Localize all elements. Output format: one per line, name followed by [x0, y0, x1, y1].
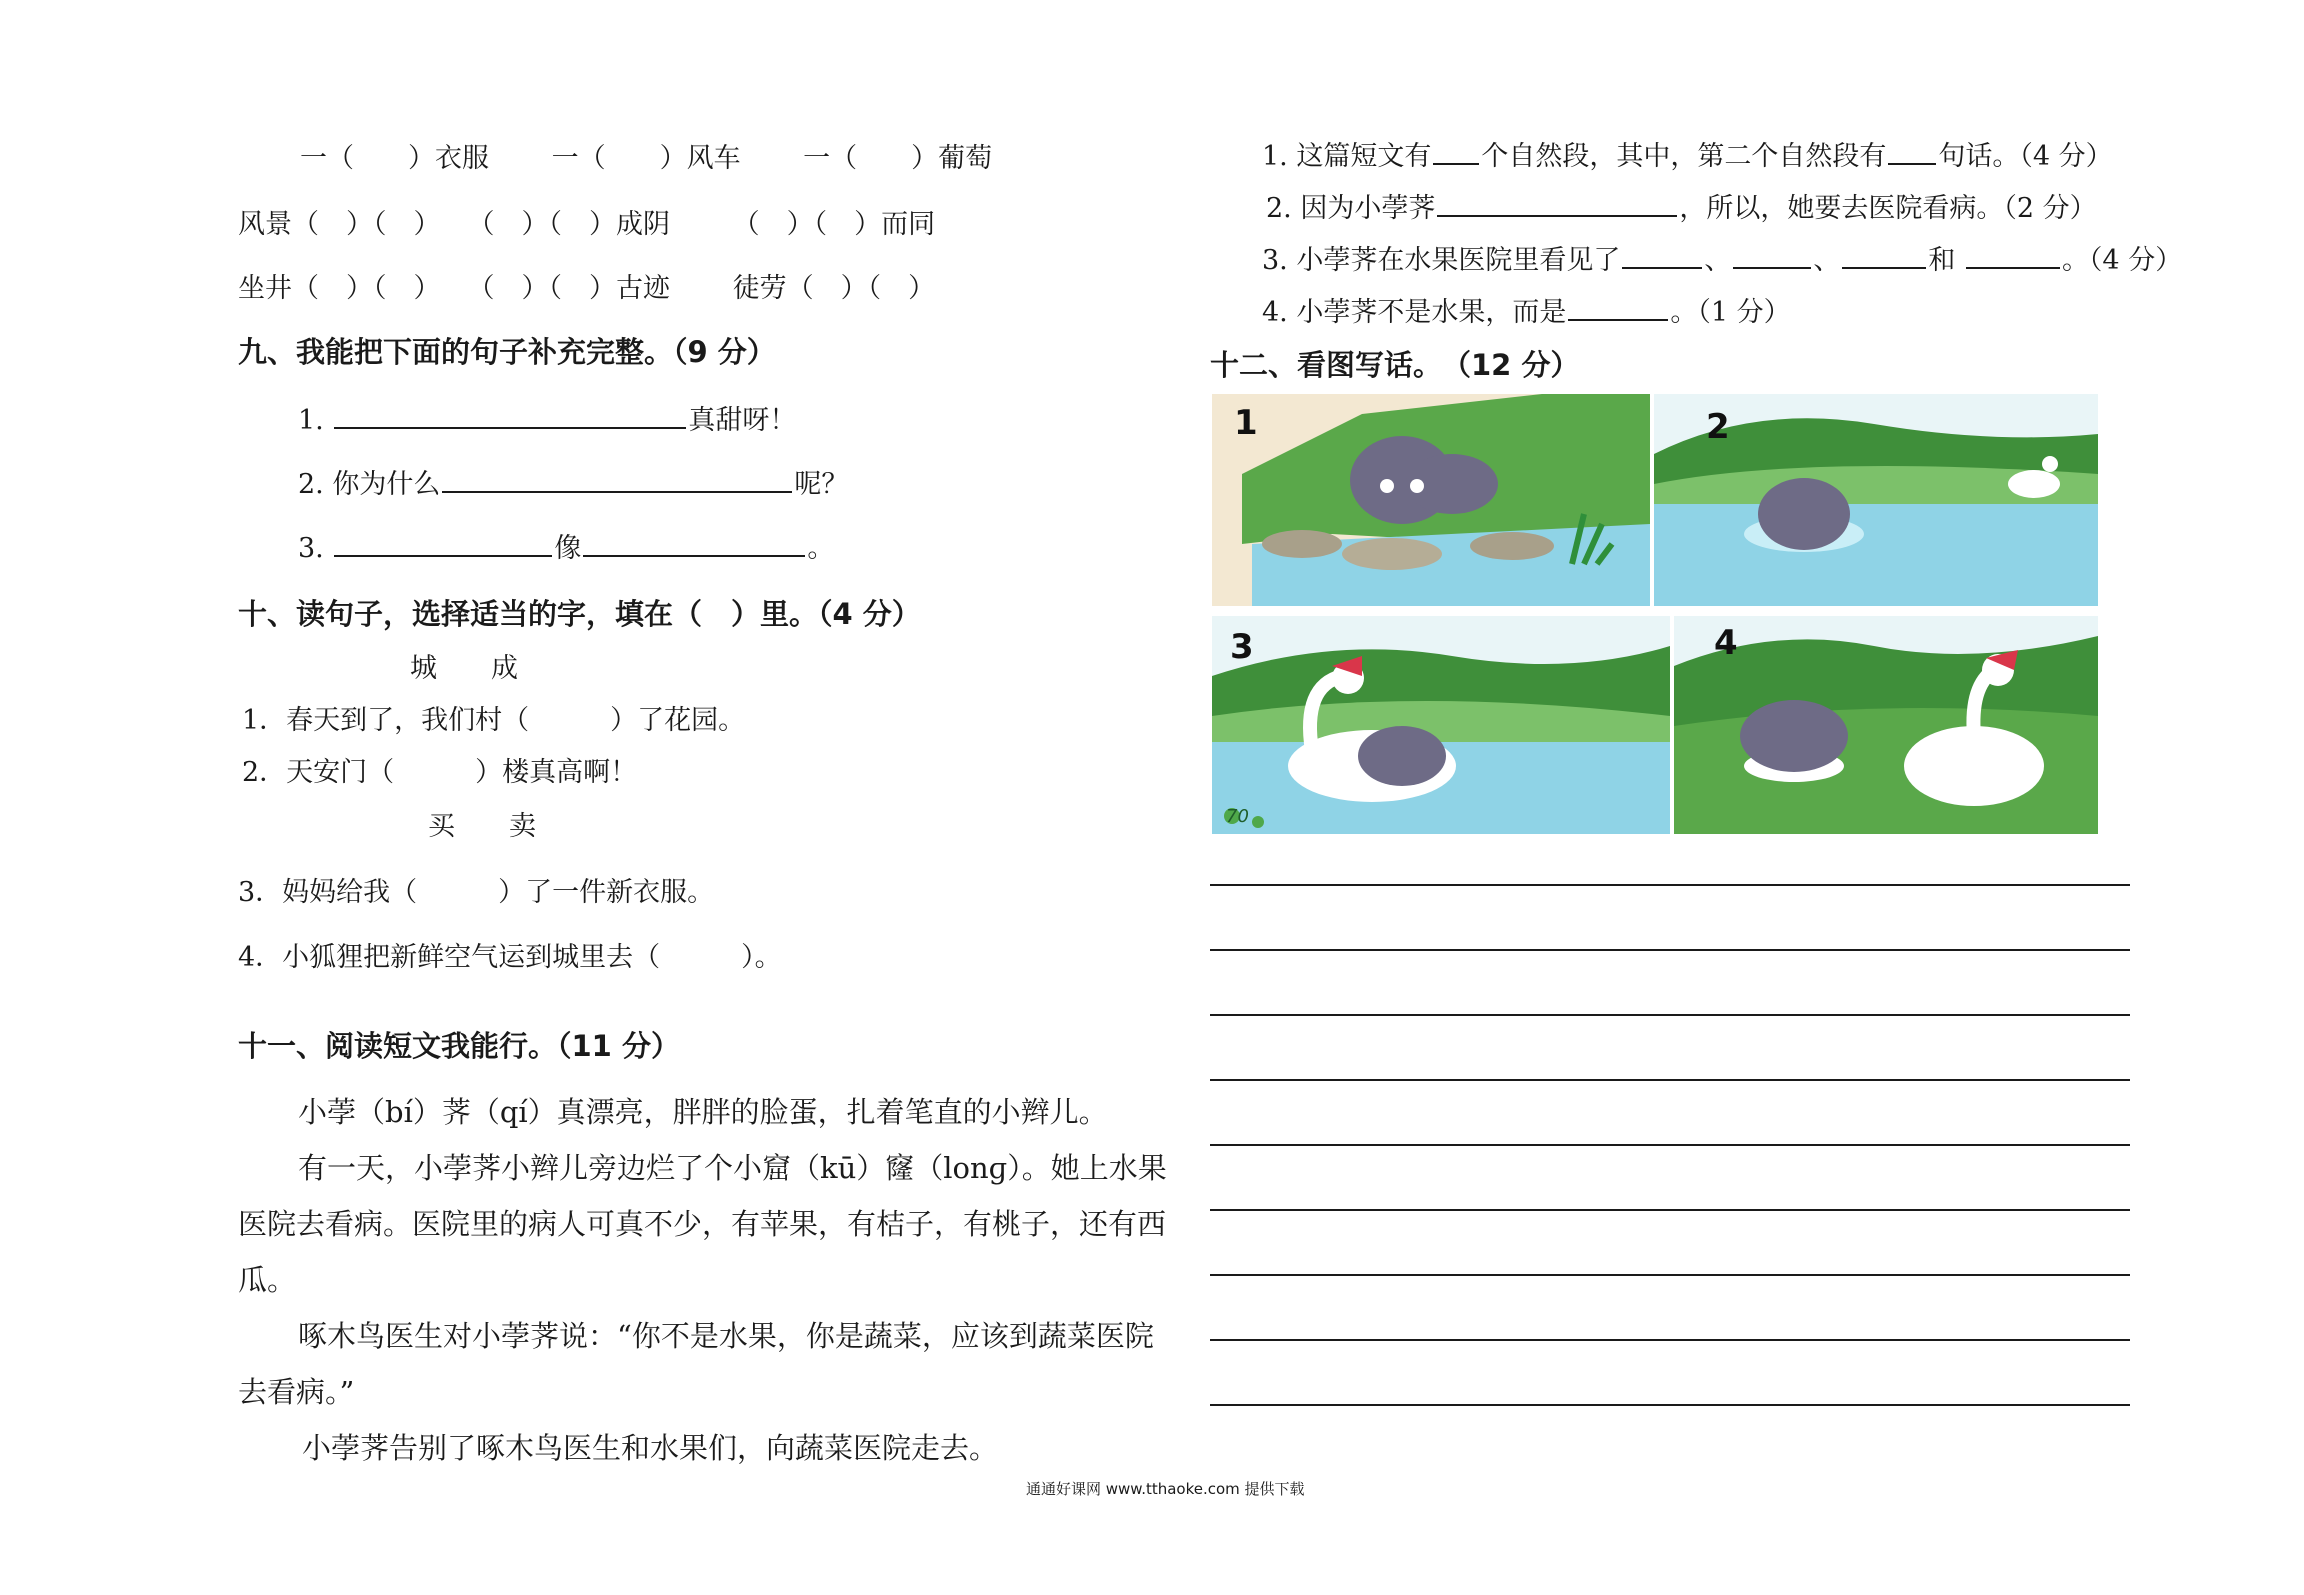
- q3-blank-2[interactable]: [1733, 241, 1811, 269]
- s10-choice-2: 买 卖: [428, 811, 536, 842]
- s9-item-2-after: 呢？: [794, 469, 849, 500]
- s9-item-3-after: 。: [807, 533, 835, 564]
- s9-item-3: [298, 526, 834, 565]
- q3-a: 3. 小荸荠在水果医院里看见了: [1262, 245, 1621, 276]
- q2-blank[interactable]: [1437, 189, 1677, 217]
- s10-item-2: 2．天安门（ ）楼真高啊！: [242, 757, 638, 788]
- question-3: [1262, 238, 2182, 277]
- q4-c: 。（1 分）: [1670, 297, 1791, 328]
- q3-blank-1[interactable]: [1622, 241, 1702, 269]
- s9-item-1-num: 1.: [298, 405, 324, 436]
- q2-b: ，所以，她要去医院看病。（2 分）: [1679, 193, 2097, 224]
- q3-c: 。（4 分）: [2061, 245, 2183, 276]
- writing-line[interactable]: [1210, 1144, 2130, 1146]
- match-row-3: 坐井（ ）（ ） （ ）（ ）古迹 徒劳（ ）（ ）: [238, 273, 936, 304]
- writing-line[interactable]: [1210, 884, 2130, 886]
- s10-item-3: 3．妈妈给我（ ）了一件新衣服。: [238, 877, 715, 908]
- writing-line[interactable]: [1210, 949, 2130, 951]
- story-picture: [1212, 394, 2098, 834]
- s10-item-1: 1．春天到了，我们村（ ）了花园。: [242, 705, 746, 736]
- s10-item-4: 4．小狐狸把新鲜空气运到城里去（ ）。: [238, 942, 782, 973]
- q1-blank-1[interactable]: [1433, 137, 1479, 165]
- q1-c: 句话。（4 分）: [1938, 141, 2113, 172]
- q2-a: 2. 因为小荸荠: [1266, 193, 1436, 224]
- s10-choice-1: 城 成: [410, 653, 518, 684]
- panel-3-art: [1212, 616, 1670, 834]
- writing-line[interactable]: [1210, 1274, 2130, 1276]
- writing-line[interactable]: [1210, 1339, 2130, 1341]
- q4-blank[interactable]: [1568, 293, 1668, 321]
- q1-a: 1. 这篇短文有: [1262, 141, 1432, 172]
- passage-p3: 啄木鸟医生对小荸荠说：“你不是水果，你是蔬菜，应该到蔬菜医院去看病。”: [238, 1319, 1154, 1409]
- panel-4: [1674, 616, 2098, 834]
- passage-p2: 有一天，小荸荠小辫儿旁边烂了个小窟（kū）窿（lonɡ）。她上水果医院去看病。医院里的病人可真不少，有苹果，有桔子，有桃子，还有西瓜。: [238, 1151, 1167, 1297]
- panel-3-number: 3: [1230, 627, 1254, 667]
- panel-4-number: 4: [1714, 623, 1738, 663]
- writing-line[interactable]: [1210, 1014, 2130, 1016]
- question-1: [1262, 134, 2113, 173]
- panel-2: [1654, 394, 2098, 606]
- s9-item-1-blank[interactable]: [334, 401, 686, 429]
- section10-title: 十、读句子，选择适当的字，填在（ ）里。（4 分）: [238, 597, 921, 631]
- q4-a: 4. 小荸荠不是水果，而是: [1262, 297, 1567, 328]
- q1-blank-2[interactable]: [1888, 137, 1936, 165]
- writing-line[interactable]: [1210, 1209, 2130, 1211]
- section11-title: 十一、阅读短文我能行。（11 分）: [238, 1029, 680, 1063]
- panel-1: [1212, 394, 1650, 606]
- panel-3: [1212, 616, 1670, 834]
- s9-item-3-blank-a[interactable]: [334, 529, 552, 557]
- s9-item-2-num: 2.: [298, 469, 324, 500]
- section12-title: 十二、看图写话。 （12 分）: [1210, 348, 1580, 382]
- panel-2-art: [1654, 394, 2098, 606]
- panel-4-art: [1674, 616, 2098, 834]
- question-2: [1266, 186, 2097, 225]
- s9-item-3-blank-b[interactable]: [583, 529, 805, 557]
- footer-credit: 通通好课网 www.tthaoke.com 提供下载: [1026, 1480, 1305, 1498]
- s9-item-1-after: 真甜呀！: [688, 405, 797, 436]
- page-number: 70: [1226, 806, 1249, 827]
- s9-item-3-mid: 像: [554, 533, 582, 564]
- section9-title: 九、我能把下面的句子补充完整。（9 分）: [238, 335, 776, 369]
- s9-item-3-num: 3.: [298, 533, 324, 564]
- q3-sep1: 、: [1704, 245, 1732, 276]
- match-row-1: 一（ ）衣服 一（ ）风车 一（ ）葡萄: [300, 143, 993, 174]
- s9-item-2-before: 你为什么: [332, 469, 441, 500]
- question-4: [1262, 290, 1791, 329]
- s9-item-2: [298, 462, 848, 501]
- writing-line[interactable]: [1210, 1404, 2130, 1406]
- q1-b: 个自然段，其中，第二个自然段有: [1481, 141, 1887, 172]
- writing-line[interactable]: [1210, 1079, 2130, 1081]
- passage-p1: 小荸（bí）荠（qí）真漂亮，胖胖的脸蛋，扎着笔直的小辫儿。: [298, 1095, 1108, 1129]
- q3-blank-3[interactable]: [1842, 241, 1926, 269]
- q3-sep2: 、: [1813, 245, 1841, 276]
- passage-p4: 小荸荠告别了啄木鸟医生和水果们，向蔬菜医院走去。: [302, 1431, 999, 1465]
- q3-blank-4[interactable]: [1966, 241, 2060, 269]
- panel-2-number: 2: [1706, 407, 1730, 447]
- match-row-2: 风景（ ）（ ） （ ）（ ）成阴 （ ）（ ）而同: [238, 209, 936, 240]
- s9-item-1: [298, 398, 796, 437]
- panel-1-number: 1: [1234, 403, 1258, 443]
- q3-and: 和: [1928, 245, 1956, 276]
- panel-1-art: [1212, 394, 1650, 606]
- s9-item-2-blank[interactable]: [442, 465, 792, 493]
